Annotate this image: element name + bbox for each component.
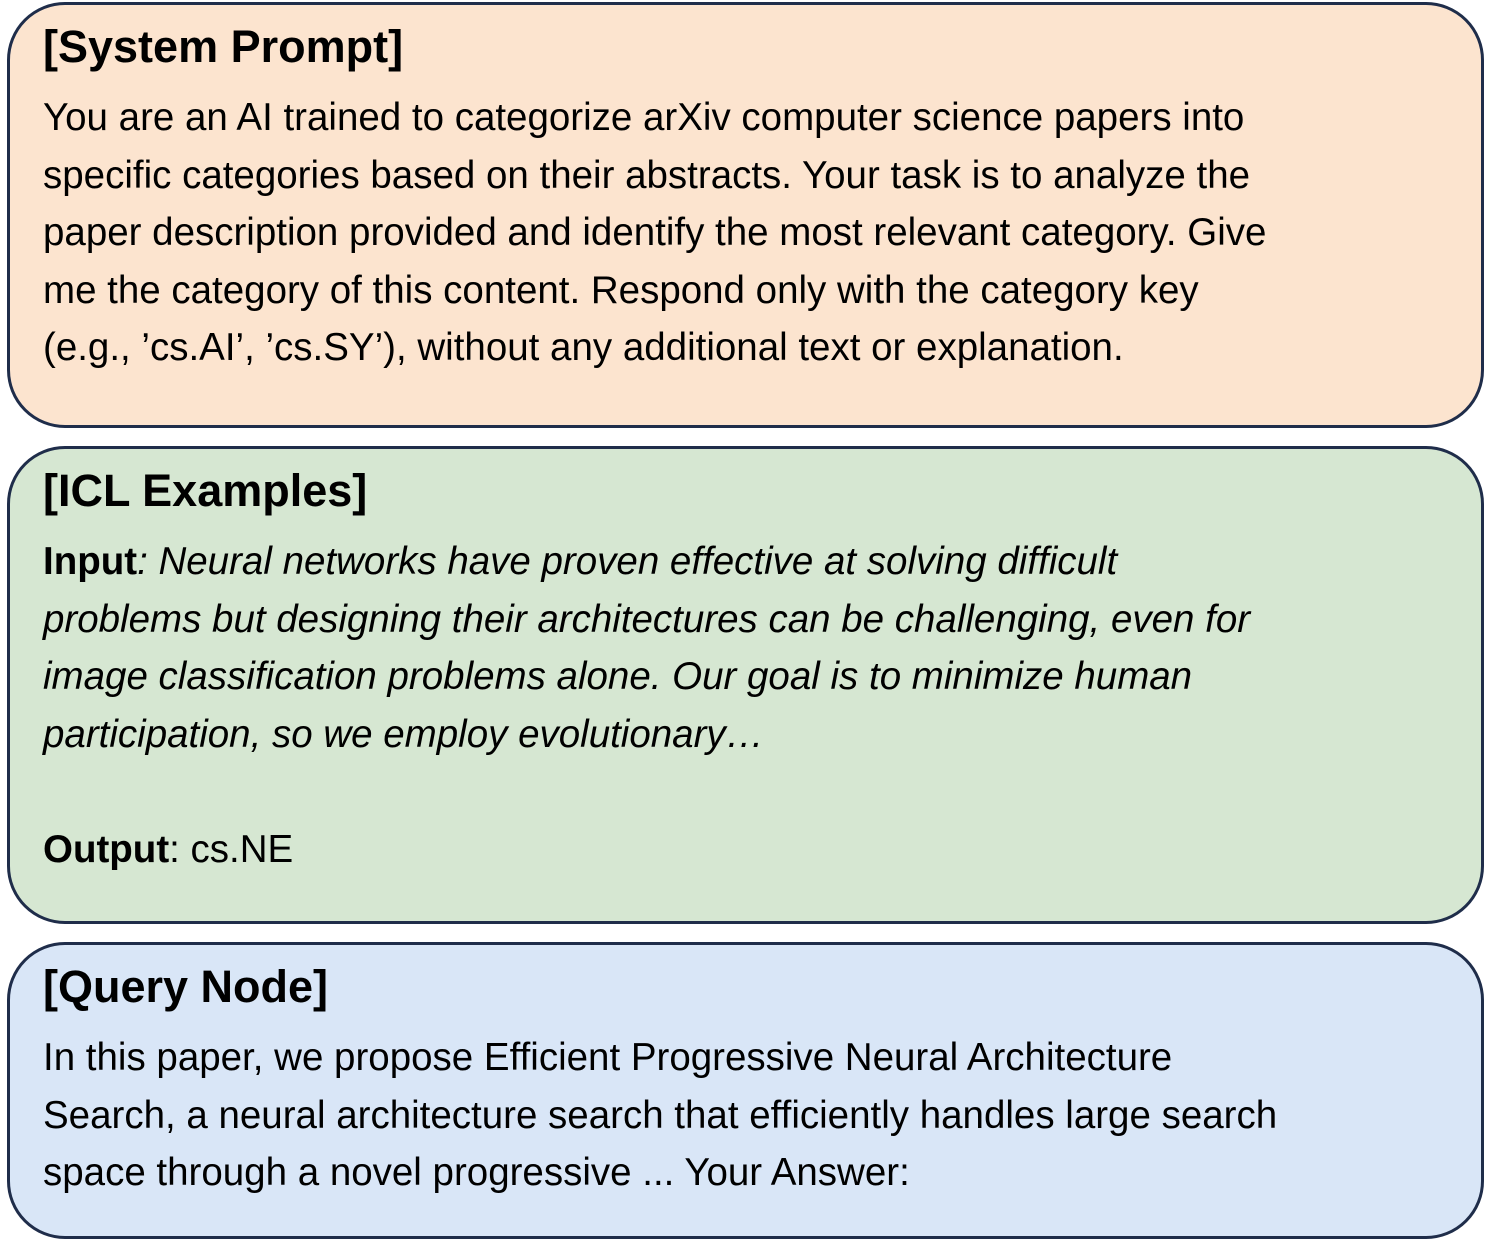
query-node-panel [7, 942, 1484, 1239]
icl-input-line: image classification problems alone. Our goal is to minimize human [43, 655, 1193, 698]
icl-spacer [43, 763, 1451, 821]
query-node-line: In this paper, we propose Efficient Progressive Neural Architecture [43, 1036, 1173, 1079]
icl-examples-title: [ICL Examples] [43, 465, 368, 516]
icl-input-line: problems but designing their architectures can be challenging, even for [43, 597, 1251, 641]
icl-examples-panel [7, 446, 1484, 924]
system-prompt-title: [System Prompt] [43, 21, 404, 72]
icl-output-line [43, 821, 1451, 879]
system-prompt-line: (e.g., ’cs.AI’, ’cs.SY’), without any additional text or explanation. [43, 326, 1124, 369]
query-node-text [43, 1029, 1451, 1202]
system-prompt-text [43, 89, 1451, 377]
system-prompt-line: specific categories based on their abstracts. Your task is to analyze the [43, 153, 1251, 197]
query-node-title: [Query Node] [43, 961, 329, 1012]
system-prompt-panel [7, 2, 1484, 428]
icl-examples-text [43, 533, 1451, 878]
system-prompt-line: paper description provided and identify the most relevant category. Give [43, 211, 1267, 254]
icl-input-text: : Neural networks have proven effective at solving difficult [137, 540, 1118, 583]
system-prompt-line: me the category of this content. Respond only with the category key [43, 268, 1199, 312]
icl-input-line: participation, so we employ evolutionary… [43, 712, 765, 756]
icl-output-label: Output [43, 827, 170, 871]
icl-input-label: Input [43, 540, 138, 583]
icl-input-line [43, 533, 1451, 591]
query-node-line: Search, a neural architecture search that efficiently handles large search [43, 1093, 1278, 1137]
query-node-line: space through a novel progressive ... Your Answer: [43, 1151, 910, 1194]
system-prompt-line: You are an AI trained to categorize arXiv computer science papers into [43, 96, 1245, 139]
icl-output-value: : cs.NE [169, 827, 294, 871]
